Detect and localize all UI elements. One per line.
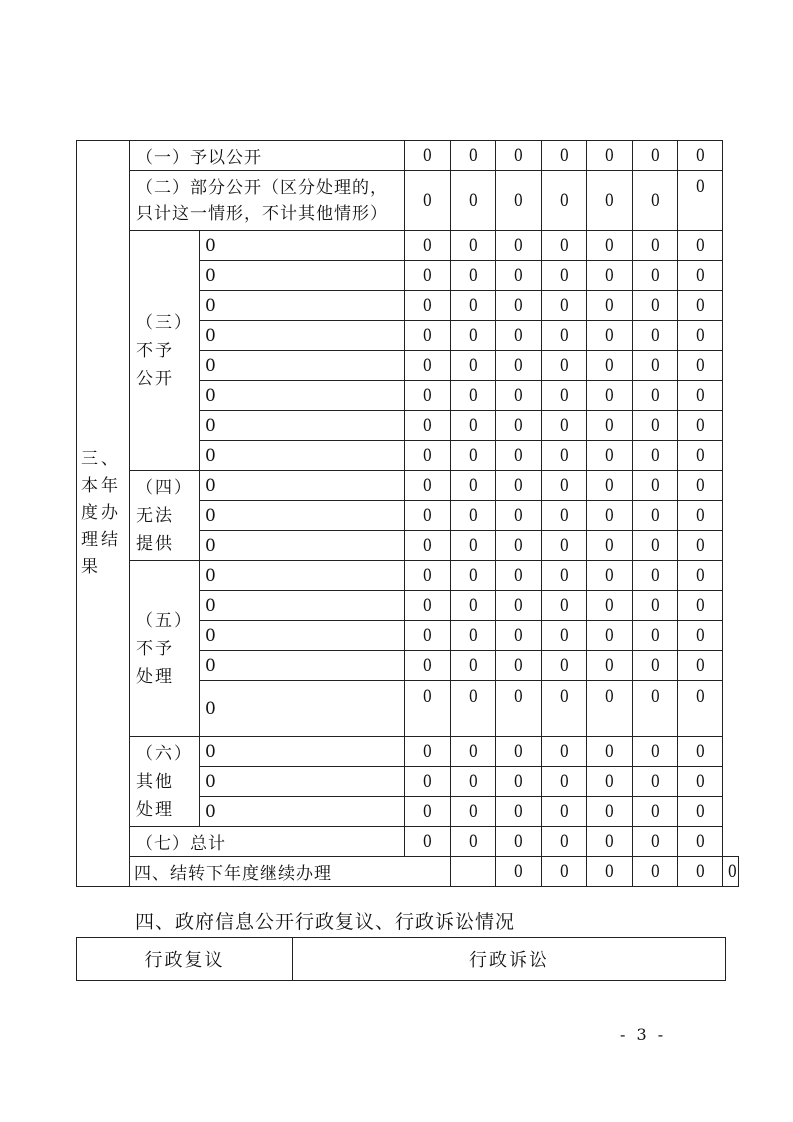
cell: 0 xyxy=(496,651,542,681)
cell: 0 xyxy=(405,321,451,351)
cell: 0 xyxy=(451,321,496,351)
cell: 0 xyxy=(678,471,723,501)
cell: 0 xyxy=(678,351,723,381)
cell: 0 xyxy=(451,231,496,261)
cell: 0 xyxy=(496,321,542,351)
cell: 0 xyxy=(451,827,496,857)
cell: 0 xyxy=(405,141,451,171)
sub-label: 0 xyxy=(200,321,405,351)
cell: 0 xyxy=(542,291,587,321)
cell: 0 xyxy=(542,797,587,827)
cell: 0 xyxy=(496,591,542,621)
cell: 0 xyxy=(587,737,633,767)
cell: 0 xyxy=(405,621,451,651)
cell: 0 xyxy=(633,471,678,501)
cell: 0 xyxy=(496,381,542,411)
row-wufa xyxy=(77,471,739,501)
cell: 0 xyxy=(723,857,739,887)
cell: 0 xyxy=(451,591,496,621)
cell: 0 xyxy=(633,171,678,231)
cell: 0 xyxy=(633,411,678,441)
cell: 0 xyxy=(587,291,633,321)
cell: 0 xyxy=(451,441,496,471)
cell: 0 xyxy=(678,561,723,591)
sub-label: 0 xyxy=(200,351,405,381)
cell: 0 xyxy=(542,381,587,411)
group-label-buyuchuli: （五） 不予 处理 xyxy=(130,561,200,737)
cell: 0 xyxy=(451,381,496,411)
row-jiezhuan xyxy=(77,857,739,887)
cell: 0 xyxy=(542,321,587,351)
cell: 0 xyxy=(496,171,542,231)
cell: 0 xyxy=(633,591,678,621)
cell: 0 xyxy=(587,351,633,381)
cell: 0 xyxy=(451,651,496,681)
cell: 0 xyxy=(496,231,542,261)
cell: 0 xyxy=(587,531,633,561)
cell: 0 xyxy=(678,591,723,621)
label-jiezhuan: 四、结转下年度继续办理 xyxy=(130,857,451,887)
cell: 0 xyxy=(405,827,451,857)
sub-label: 0 xyxy=(200,231,405,261)
cell: 0 xyxy=(542,261,587,291)
group-label-wufa: （四） 无法 提供 xyxy=(130,471,200,561)
cell: 0 xyxy=(633,231,678,261)
cell: 0 xyxy=(542,651,587,681)
cell: 0 xyxy=(496,141,542,171)
cell: 0 xyxy=(405,351,451,381)
sub-label: 0 xyxy=(200,591,405,621)
cell: 0 xyxy=(633,737,678,767)
review-litigation-table xyxy=(76,937,726,981)
cell: 0 xyxy=(678,231,723,261)
cell: 0 xyxy=(587,501,633,531)
cell: 0 xyxy=(496,681,542,737)
cell: 0 xyxy=(542,141,587,171)
cell: 0 xyxy=(587,797,633,827)
cell: 0 xyxy=(451,291,496,321)
cell: 0 xyxy=(678,381,723,411)
sub-label: 0 xyxy=(200,441,405,471)
cell: 0 xyxy=(451,171,496,231)
cell: 0 xyxy=(542,591,587,621)
cell: 0 xyxy=(678,737,723,767)
cell: 0 xyxy=(405,797,451,827)
cell: 0 xyxy=(496,501,542,531)
cell: 0 xyxy=(542,351,587,381)
cell: 0 xyxy=(678,651,723,681)
page-number: - 3 - xyxy=(620,1025,667,1044)
sub-label: 0 xyxy=(200,411,405,441)
cell: 0 xyxy=(633,561,678,591)
cell: 0 xyxy=(405,737,451,767)
cell: 0 xyxy=(451,471,496,501)
cell: 0 xyxy=(451,621,496,651)
row-zongji xyxy=(77,827,739,857)
label-gongkai: （一）予以公开 xyxy=(130,141,405,171)
cell: 0 xyxy=(496,261,542,291)
cell: 0 xyxy=(678,321,723,351)
cell: 0 xyxy=(496,621,542,651)
cell: 0 xyxy=(633,681,678,737)
cell: 0 xyxy=(587,767,633,797)
cell: 0 xyxy=(496,471,542,501)
cell: 0 xyxy=(678,827,723,857)
sub-label: 0 xyxy=(200,651,405,681)
cell: 0 xyxy=(633,857,678,887)
cell: 0 xyxy=(678,857,723,887)
cell: 0 xyxy=(496,797,542,827)
cell: 0 xyxy=(587,231,633,261)
header-susong: 行政诉讼 xyxy=(293,938,726,981)
cell: 0 xyxy=(542,681,587,737)
cell: 0 xyxy=(633,321,678,351)
cell: 0 xyxy=(678,411,723,441)
sub-label: 0 xyxy=(200,531,405,561)
row-buyuchuli xyxy=(77,561,739,591)
section-heading: 四、政府信息公开行政复议、行政诉讼情况 xyxy=(135,911,516,933)
cell: 0 xyxy=(451,531,496,561)
cell: 0 xyxy=(587,857,633,887)
cell: 0 xyxy=(587,441,633,471)
group-label-qita: （六） 其他 处理 xyxy=(130,737,200,827)
sub-label: 0 xyxy=(200,261,405,291)
cell: 0 xyxy=(542,621,587,651)
cell: 0 xyxy=(542,501,587,531)
cell: 0 xyxy=(678,141,723,171)
cell: 0 xyxy=(542,531,587,561)
cell: 0 xyxy=(633,651,678,681)
cell: 0 xyxy=(587,827,633,857)
label-zongji: （七）总计 xyxy=(130,827,405,857)
sub-label: 0 xyxy=(200,681,405,737)
cell: 0 xyxy=(542,171,587,231)
cell: 0 xyxy=(678,531,723,561)
cell: 0 xyxy=(542,411,587,441)
cell: 0 xyxy=(633,621,678,651)
cell: 0 xyxy=(678,441,723,471)
cell: 0 xyxy=(633,441,678,471)
cell: 0 xyxy=(678,291,723,321)
cell: 0 xyxy=(405,501,451,531)
cell: 0 xyxy=(496,441,542,471)
cell: 0 xyxy=(587,411,633,441)
cell: 0 xyxy=(633,767,678,797)
cell: 0 xyxy=(587,681,633,737)
cell: 0 xyxy=(542,857,587,887)
cell: 0 xyxy=(496,827,542,857)
cell: 0 xyxy=(496,291,542,321)
cell: 0 xyxy=(451,261,496,291)
sub-label: 0 xyxy=(200,381,405,411)
cell: 0 xyxy=(542,561,587,591)
sub-label: 0 xyxy=(200,291,405,321)
header-fuyi: 行政复议 xyxy=(77,938,293,981)
cell: 0 xyxy=(496,767,542,797)
cell: 0 xyxy=(405,681,451,737)
cell: 0 xyxy=(587,381,633,411)
cell: 0 xyxy=(496,411,542,441)
sub-label: 0 xyxy=(200,471,405,501)
sub-label: 0 xyxy=(200,561,405,591)
cell: 0 xyxy=(405,561,451,591)
cell: 0 xyxy=(451,737,496,767)
cell: 0 xyxy=(633,291,678,321)
cell: 0 xyxy=(633,797,678,827)
cell: 0 xyxy=(678,681,723,737)
cell: 0 xyxy=(542,471,587,501)
cell: 0 xyxy=(405,261,451,291)
cell: 0 xyxy=(587,321,633,351)
sub-label: 0 xyxy=(200,621,405,651)
cell: 0 xyxy=(678,621,723,651)
cell: 0 xyxy=(587,621,633,651)
row-gongkai xyxy=(77,141,739,171)
results-table xyxy=(76,140,739,887)
cell: 0 xyxy=(587,591,633,621)
cell: 0 xyxy=(678,797,723,827)
sub-label: 0 xyxy=(200,797,405,827)
cell: 0 xyxy=(587,651,633,681)
cell: 0 xyxy=(587,261,633,291)
cell: 0 xyxy=(405,471,451,501)
cell: 0 xyxy=(678,261,723,291)
cell: 0 xyxy=(405,231,451,261)
cell: 0 xyxy=(451,681,496,737)
cell: 0 xyxy=(587,171,633,231)
cell: 0 xyxy=(496,857,542,887)
sub-label: 0 xyxy=(200,501,405,531)
cell: 0 xyxy=(451,411,496,441)
cell: 0 xyxy=(633,141,678,171)
cell: 0 xyxy=(633,827,678,857)
cell: 0 xyxy=(678,501,723,531)
label-bufen: （二）部分公开（区分处理的，只计这一情形，不计其他情形） xyxy=(130,171,405,231)
row-buyu xyxy=(77,231,739,261)
cell: 0 xyxy=(451,797,496,827)
cell: 0 xyxy=(496,561,542,591)
sub-label: 0 xyxy=(200,767,405,797)
cell: 0 xyxy=(542,737,587,767)
cell: 0 xyxy=(496,531,542,561)
cell: 0 xyxy=(405,381,451,411)
main-label: 三、 本年 度办 理结 果 xyxy=(77,141,130,887)
cell: 0 xyxy=(633,261,678,291)
cell: 0 xyxy=(451,767,496,797)
cell: 0 xyxy=(496,737,542,767)
cell: 0 xyxy=(542,827,587,857)
cell: 0 xyxy=(451,501,496,531)
cell: 0 xyxy=(633,381,678,411)
cell: 0 xyxy=(542,767,587,797)
cell: 0 xyxy=(405,591,451,621)
cell: 0 xyxy=(405,171,451,231)
cell: 0 xyxy=(405,441,451,471)
cell: 0 xyxy=(542,231,587,261)
cell: 0 xyxy=(451,351,496,381)
cell: 0 xyxy=(405,531,451,561)
cell-empty xyxy=(451,857,496,887)
cell: 0 xyxy=(451,561,496,591)
cell: 0 xyxy=(633,501,678,531)
cell: 0 xyxy=(451,141,496,171)
cell: 0 xyxy=(405,651,451,681)
group-label-buyu: （三） 不予 公开 xyxy=(130,231,200,471)
cell: 0 xyxy=(587,471,633,501)
cell: 0 xyxy=(405,411,451,441)
cell: 0 xyxy=(587,561,633,591)
cell: 0 xyxy=(405,767,451,797)
row-bufen xyxy=(77,171,739,231)
cell: 0 xyxy=(633,351,678,381)
cell: 0 xyxy=(678,767,723,797)
row-qita xyxy=(77,737,739,767)
cell: 0 xyxy=(678,171,723,231)
cell: 0 xyxy=(587,141,633,171)
sub-label: 0 xyxy=(200,737,405,767)
cell: 0 xyxy=(542,441,587,471)
cell: 0 xyxy=(633,531,678,561)
cell: 0 xyxy=(496,351,542,381)
cell: 0 xyxy=(405,291,451,321)
